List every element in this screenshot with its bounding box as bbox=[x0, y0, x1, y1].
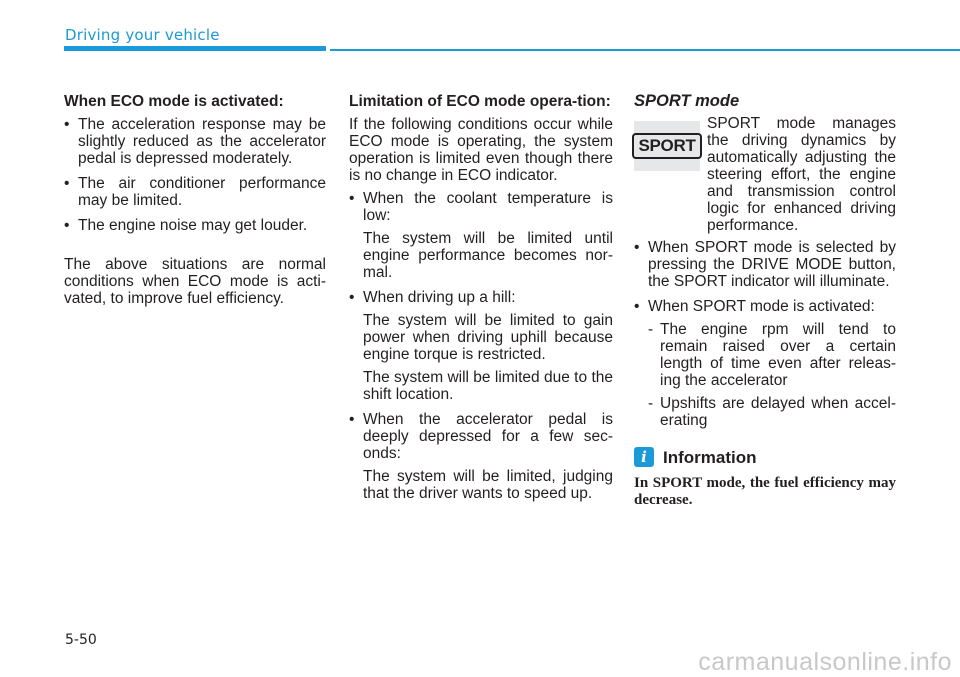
list-item: • The acceleration response may be slightly reduced as the accelerator pedal is depressed moderately. bbox=[64, 116, 326, 167]
list-item-label: • When the accelerator pedal is deeply depressed for a few sec-onds: bbox=[363, 411, 613, 462]
sport-mode-title: SPORT mode bbox=[634, 92, 740, 110]
sport-mode-description: SPORT mode manages the driving dynamics by automatically adjusting the steering effort, the engine and transmission control logic for enhanced driving performance. bbox=[707, 115, 896, 234]
eco-limitation-intro: If the following conditions occur while ECO mode is operating, the system operation is limited even though there is no change in ECO indicator. bbox=[349, 116, 613, 184]
sport-dash-item: - Upshifts are delayed when accel-erating bbox=[648, 395, 896, 429]
eco-limitation-list bbox=[349, 190, 613, 502]
list-item bbox=[349, 289, 613, 403]
list-item: • The air conditioner performance may be limited. bbox=[64, 175, 326, 209]
column-sport-mode bbox=[634, 93, 896, 509]
sport-dash-item: - The engine rpm will tend to remain raised over a certain length of time even after releas-ing the accelerator bbox=[648, 321, 896, 389]
eco-activated-list bbox=[64, 116, 326, 234]
list-item-detail: The system will be limited, judging that the driver wants to speed up. bbox=[363, 468, 613, 502]
information-text: In SPORT mode, the fuel efficiency may decrease. bbox=[634, 475, 896, 508]
watermark: carmanualsonline.info bbox=[698, 648, 952, 676]
eco-normal-conditions-paragraph: The above situations are normal conditions when ECO mode is acti-vated, to improve fuel efficiency. bbox=[64, 256, 326, 307]
sport-dash-text: The engine rpm will tend to remain raised over a certain length of time even after releas-ing the accelerator bbox=[660, 321, 896, 389]
information-header bbox=[634, 447, 896, 467]
list-item-detail: The system will be limited to gain power when driving uphill because engine torque is restricted. bbox=[363, 312, 613, 363]
eco-limitation-heading: Limitation of ECO mode opera-tion: bbox=[349, 93, 611, 110]
sport-mode-intro bbox=[634, 115, 896, 235]
sport-icon-label: SPORT bbox=[632, 133, 701, 159]
sport-mode-list bbox=[634, 239, 896, 315]
sport-mode-indicator-icon bbox=[634, 121, 700, 171]
column-eco-activated bbox=[64, 93, 326, 307]
information-title: Information bbox=[663, 447, 757, 467]
list-item: • When SPORT mode is selected by pressing the DRIVE MODE button, the SPORT indicator will illuminate. bbox=[634, 239, 896, 290]
sport-dash-text: Upshifts are delayed when accel-erating bbox=[660, 395, 896, 429]
list-item-label: • When the coolant temperature is low: bbox=[363, 190, 613, 224]
list-item-detail: The system will be limited due to the shift location. bbox=[363, 369, 613, 403]
header-rule bbox=[330, 49, 960, 51]
eco-activated-heading: When ECO mode is activated: bbox=[64, 93, 284, 110]
list-item bbox=[349, 411, 613, 502]
list-item-detail: The system will be limited until engine performance becomes nor-mal. bbox=[363, 230, 613, 281]
section-header-title: Driving your vehicle bbox=[65, 26, 220, 44]
list-item bbox=[349, 190, 613, 281]
list-item bbox=[634, 298, 896, 315]
list-item-label: • When driving up a hill: bbox=[363, 289, 516, 306]
page-number: 5-50 bbox=[65, 632, 97, 648]
header-accent-bar bbox=[64, 46, 326, 51]
column-eco-limitation bbox=[349, 93, 613, 510]
list-item-label: • When SPORT mode is activated: bbox=[648, 298, 875, 315]
list-item: • The engine noise may get louder. bbox=[64, 217, 326, 234]
info-icon: i bbox=[634, 447, 654, 467]
